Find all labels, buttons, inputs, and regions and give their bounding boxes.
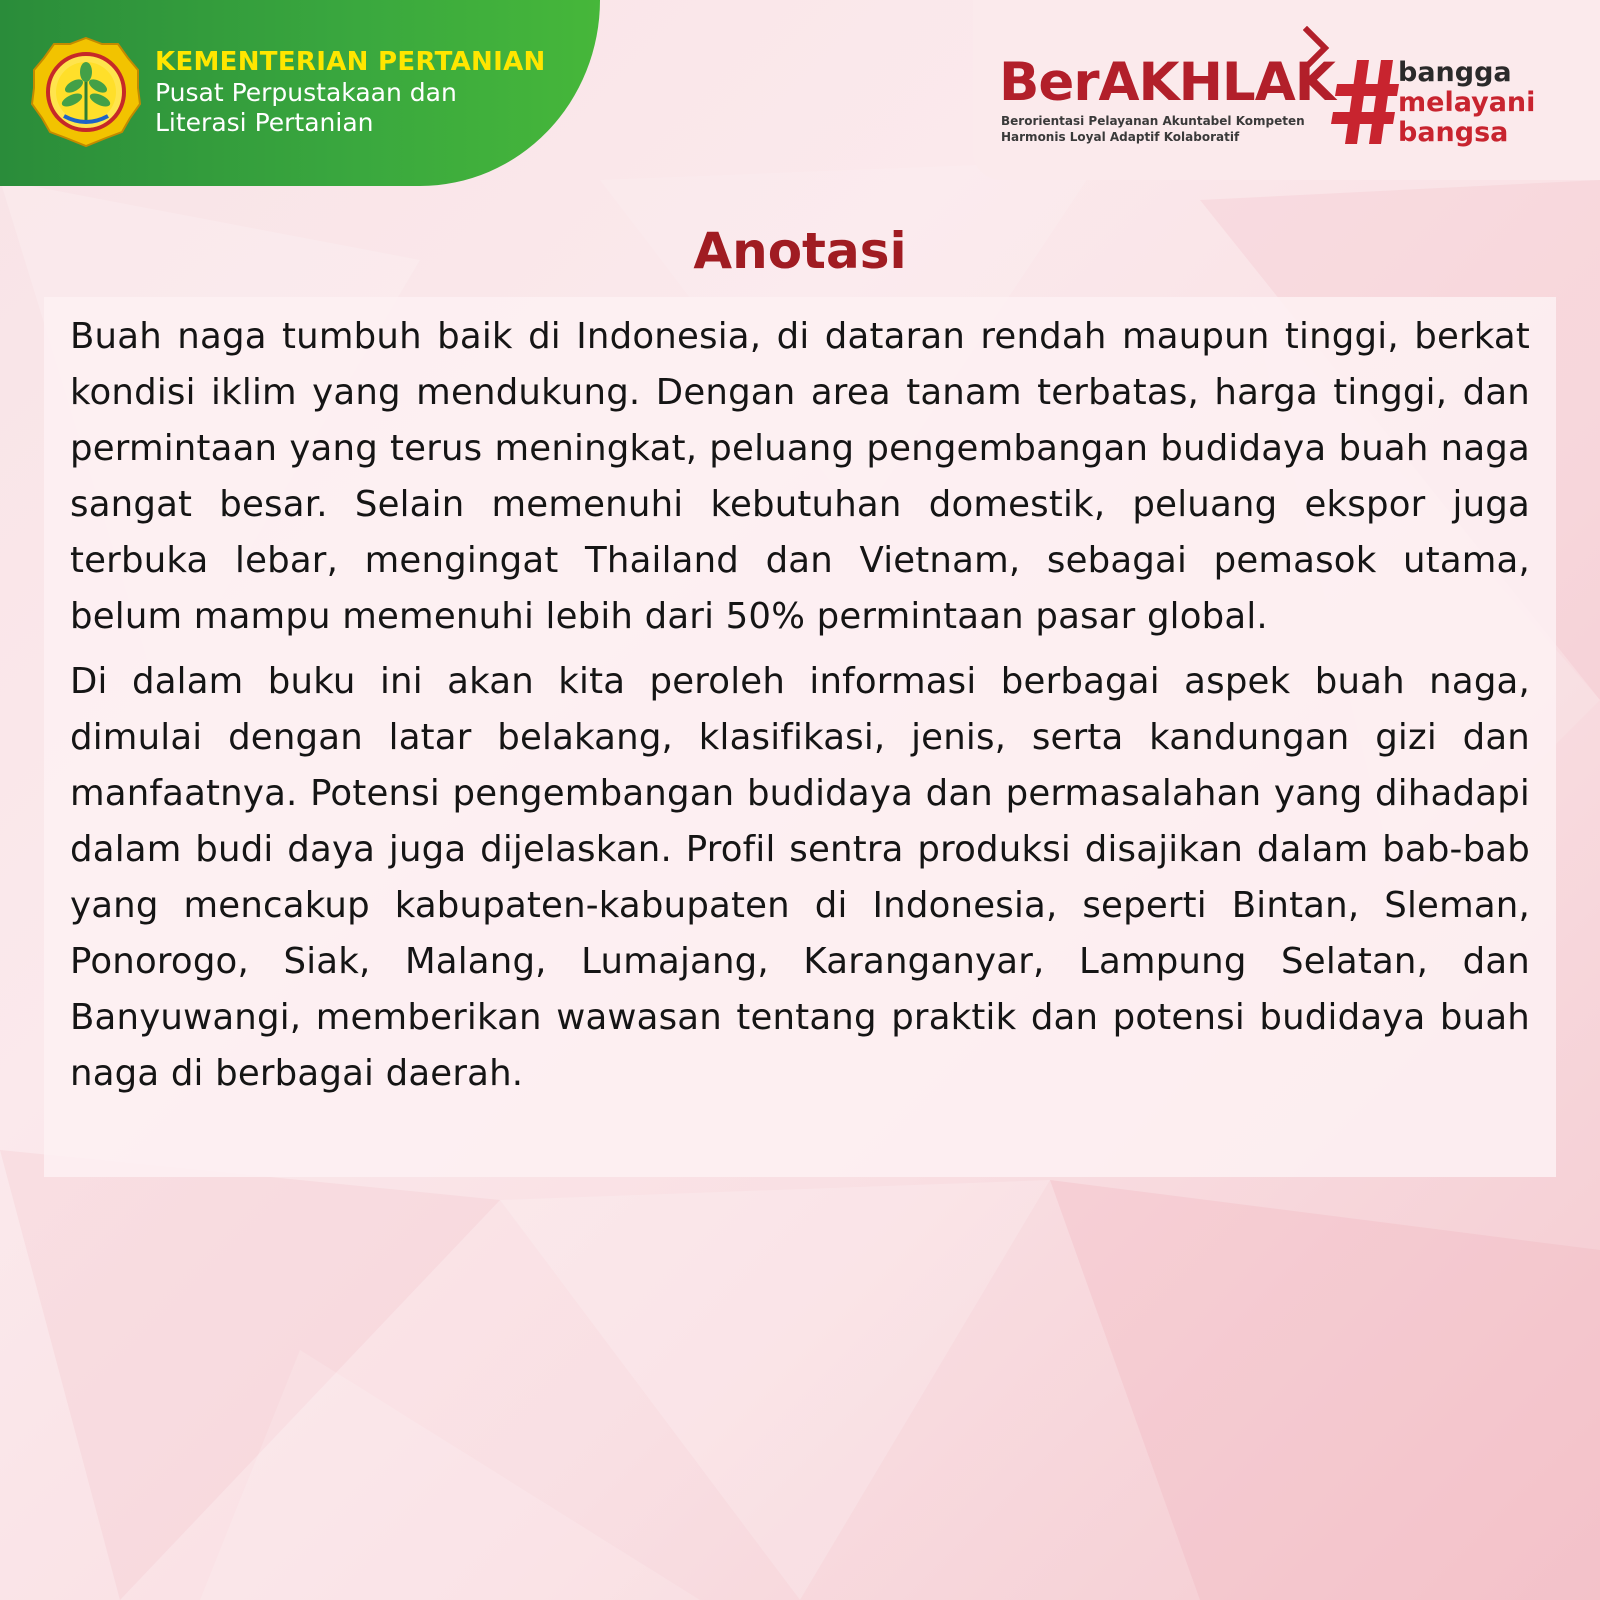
berakhlak-tagline-line-2: Harmonis Loyal Adaptif Kolaboratif xyxy=(1001,130,1240,144)
ministry-name: KEMENTERIAN PERTANIAN xyxy=(155,47,546,77)
slogan-word-bangsa: bangsa xyxy=(1398,117,1509,148)
slogan-word-bangga: bangga xyxy=(1398,57,1512,88)
berakhlak-tagline-line-1: Berorientasi Pelayanan Akuntabel Kompeten xyxy=(1001,114,1305,128)
chevron-right-icon xyxy=(1303,26,1331,70)
berakhlak-wordmark: BerAKHLAK xyxy=(999,52,1335,113)
page-title: Anotasi xyxy=(693,222,907,280)
annotation-paragraph-1: Buah naga tumbuh baik di Indonesia, di dataran rendah maupun tinggi, berkat kondisi iklim yang mendukung. Dengan area tanam terbatas, harga tinggi, dan permintaan yang terus meningkat, peluang pengembangan budidaya buah naga sangat besar. Selain memenuhi kebutuhan domestik, peluang ekspor juga terbuka lebar, mengingat Thailand dan Vietnam, sebagai pemasok utama, belum mampu memenuhi lebih dari 50% permintaan pasar global. xyxy=(70,316,1530,637)
annotation-card xyxy=(44,297,1556,1177)
unit-name-line-2: Literasi Pertanian xyxy=(155,108,374,137)
ministry-banner xyxy=(0,0,600,186)
bangga-melayani-bangsa xyxy=(1398,58,1535,148)
annotation-paragraph-2: Di dalam buku ini akan kita peroleh informasi berbagai aspek buah naga, dimulai dengan latar belakang, klasifikasi, jenis, serta kandungan gizi dan manfaatnya. Potensi pengembangan budidaya dan permasalahan yang dihadapi dalam budi daya juga dijelaskan. Profil sentra produksi disajikan dalam bab-bab yang mencakup kabupaten-kabupaten di Indonesia, seperti Bintan, Sleman, Ponorogo, Siak, Malang, Lumajang, Karanganyar, Lampung Selatan, dan Banyuwangi, memberikan wawasan tentang praktik dan potensi budidaya buah naga di berbagai daerah. xyxy=(70,661,1530,1094)
unit-name-line-1: Pusat Perpustakaan dan xyxy=(155,78,457,107)
berakhlak-tagline xyxy=(1001,113,1305,145)
hashtag-icon xyxy=(1331,56,1401,148)
ministry-emblem-icon xyxy=(30,36,142,148)
berakhlak-slogan-panel xyxy=(973,0,1600,180)
slogan-word-melayani: melayani xyxy=(1398,87,1536,118)
